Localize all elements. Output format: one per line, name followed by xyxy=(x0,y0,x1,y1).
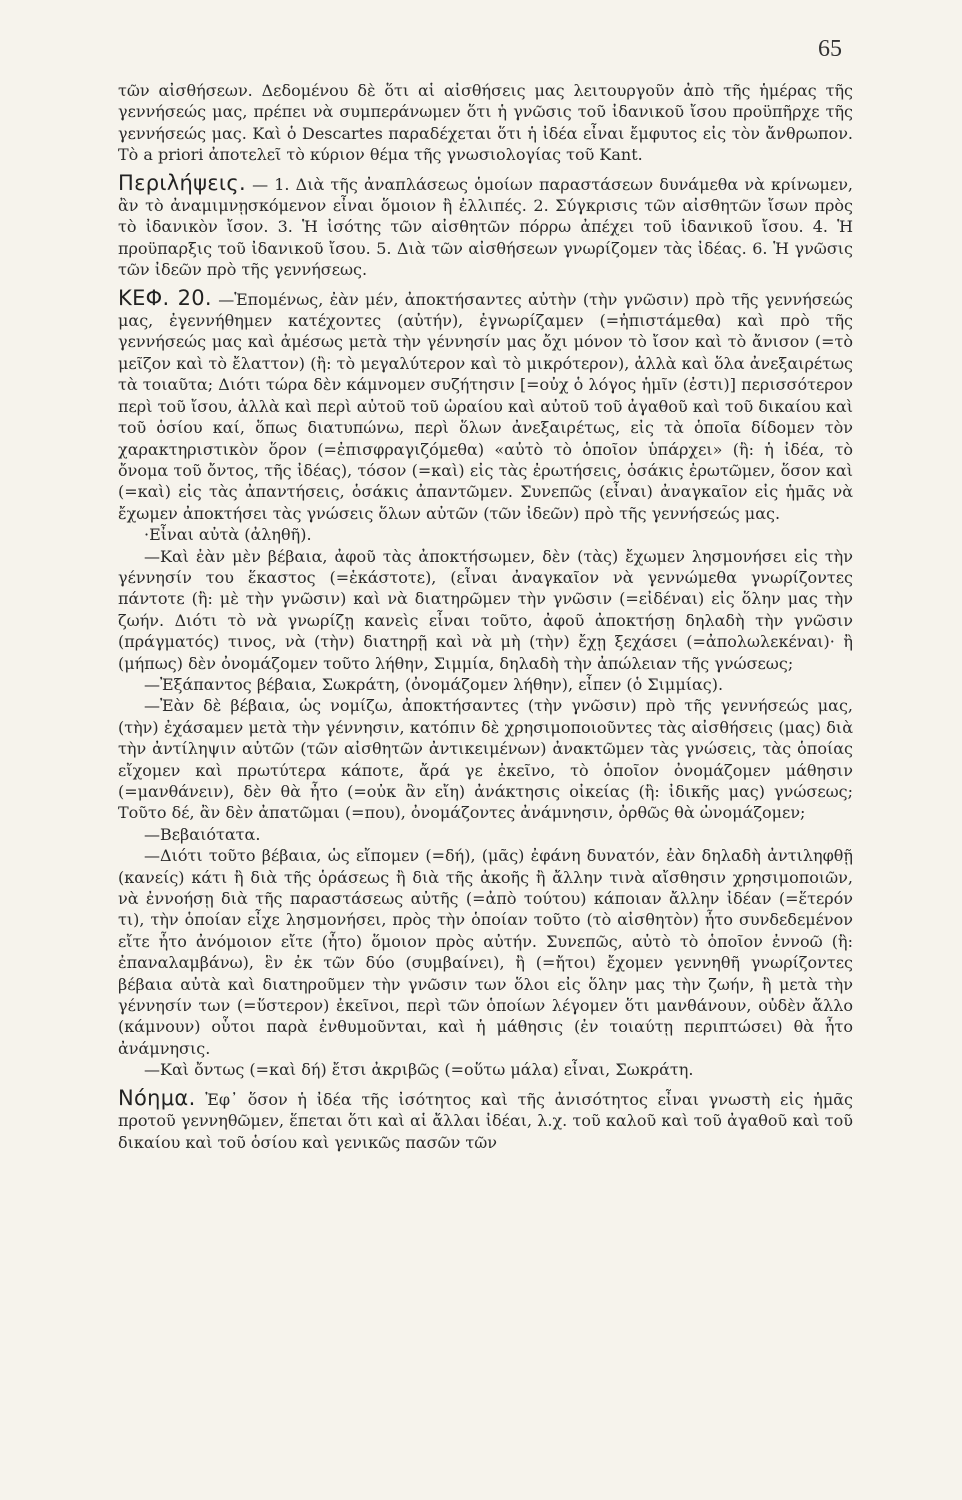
meaning-heading: Νόημα. xyxy=(118,1085,196,1110)
paragraph-1: τῶν αἰσθήσεων. Δεδομένου δὲ ὅτι αἱ αἰσθήσεις μας λειτουργοῦν ἀπὸ τῆς ἡμέρας τῆς γεννήσεώς μας, πρέπει νὰ συμπεράνωμεν ὅτι ἡ γνῶσις τοῦ ἰδανικοῦ ἴσου προϋπῆρχε τῆς γεννήσεώς μας. Καὶ ὁ Descartes παραδέχεται ὅτι ἡ ἰδέα εἶναι ἔμφυτος εἰς τὸν ἄνθρωπον. Τὸ a priori ἀποτελεῖ τὸ κύριον θέμα τῆς γνωσιολογίας τοῦ Kant. xyxy=(118,81,853,165)
paragraph-socrates-1: —Καὶ ἐὰν μὲν βέβαια, ἀφοῦ τὰς ἀποκτήσωμεν, δὲν (τὰς) ἔχωμεν λησμονήσει εἰς τὴν γέννησίν του ἕκαστος (=ἑκάστοτε), (εἶναι ἀναγκαῖον νὰ γεννώμεθα γνωρίζοντες πάντοτε (ἢ: μὲ τὴν γνῶσιν) καὶ νὰ διατηρῶμεν τὴν γνῶσιν (=εἰδέναι) εἰς ὅλην μας τὴν ζωήν. Διότι τὸ νὰ γνωρίζῃ κανεὶς εἶναι τοῦτο, ἀφοῦ ἀποκτήσῃ δηλαδὴ τὴν γνῶσιν (πράγματός) τινος, νὰ (τὴν) διατηρῇ καὶ νὰ μὴ (τὴν) ἔχῃ ξεχάσει (=ἀπολωλεκέναι)· ἢ (μήπως) δὲν ὀνομάζομεν τοῦτο λήθην, Σιμμία, δηλαδὴ τὴν ἀπώλειαν τῆς γνώσεως; xyxy=(118,546,853,673)
paragraph-reply-3: —Βεβαιότατα. xyxy=(144,824,261,844)
meaning-text: Ἐφ᾽ ὅσον ἡ ἰδέα τῆς ἰσότητος καὶ τῆς ἀνισότητος εἶναι γνωστὴ εἰς ἡμᾶς προτοῦ γεννηθῶμεν, ἕπεται ὅτι καὶ αἱ ἄλλαι ἰδέαι, λ.χ. τοῦ καλοῦ καὶ τοῦ ἀγαθοῦ καὶ τοῦ δικαίου καὶ τοῦ ὁσίου καὶ γενικῶς πασῶν τῶν xyxy=(118,1089,853,1152)
main-text xyxy=(118,80,853,1153)
page-number: 65 xyxy=(818,36,842,62)
chapter-heading: ΚΕΦ. 20. xyxy=(118,285,212,310)
paragraph-socrates-3: —Διότι τοῦτο βέβαια, ὡς εἴπομεν (=δή), (μᾶς) ἐφάνη δυνατόν, ἐὰν δηλαδὴ ἀντιληφθῇ (κανείς) κάτι ἢ διὰ τῆς ὁράσεως ἢ διὰ τῆς ἀκοῆς ἢ ἄλλην τινὰ αἴσθησιν χρησιμοποιῶν, νὰ ἐννοήσῃ διὰ τῆς παραστάσεως αὐτῆς (=ἀπὸ τούτου) κάποιαν ἄλλην ἰδέαν (=ἕτερόν τι), τὴν ὁποίαν εἶχε λησμονήσει, πρὸς τὴν ὁποίαν τοῦτο (τὸ αἰσθητὸν) ἦτο συνδεδεμένον εἴτε ἦτο ἀνόμοιον εἴτε (ἦτο) ὅμοιον πρὸς αὐτήν. Συνεπῶς, αὐτὸ τὸ ὁποῖον ἐννοῶ (ἢ: ἐπαναλαμβάνω), ἓν ἐκ τῶν δύο (συμβαίνει), ἢ (=ἤτοι) ἔχομεν γεννηθῆ γνωρίζοντες βέβαια αὐτὰ καὶ διατηροῦμεν τὴν γνῶσιν των ὅλοι εἰς ὅλην μας τὴν ζωήν, ἢ μετὰ τὴν γέννησίν των (=ὕστερον) ἐκεῖνοι, περὶ τῶν ὁποίων λέγομεν ὅτι μανθάνουν, οὐδὲν ἄλλο (κάμνουν) οὗτοι παρὰ ἐνθυμοῦνται, καὶ ἡ μάθησις (ἐν τοιαύτῃ περιπτώσει) θὰ ἦτο ἀνάμνησις. xyxy=(118,846,853,1058)
paragraph-reply-4: —Καὶ ὄντως (=καὶ δή) ἔτσι ἀκριβῶς (=οὕτω μάλα) εἶναι, Σωκράτη. xyxy=(144,1060,694,1080)
paragraph-reply-1: ·Εἶναι αὐτὰ (ἀληθῆ). xyxy=(144,525,312,545)
chapter-text: —Ἑπομένως, ἐὰν μέν, ἀποκτήσαντες αὐτὴν (τὴν γνῶσιν) πρὸ τῆς γεννήσεώς μας, ἐγεννήθημεν κατέχοντες (αὐτήν), ἐγνωρίζαμεν (=ἠπιστάμεθα) καὶ πρὸ τῆς γεννήσεώς μας καὶ ἀμέσως μετὰ τὴν γέννησίν μας ὄχι μόνον τὸ ἴσον καὶ τὸ ἄνισον (=τὸ μεῖζον καὶ τὸ ἔλαττον) (ἢ: τὸ μεγαλύτερον καὶ τὸ μικρότερον), ἀλλὰ καὶ ὅλα ἀνεξαιρέτως τὰ τοιαῦτα; Διότι τώρα δὲν κάμνομεν συζήτησιν [=οὐχ ὁ λόγος ἡμῖν (ἐστι)] περισσότερον περὶ τοῦ ἴσου, ἀλλὰ καὶ περὶ αὐτοῦ τοῦ ὡραίου καὶ αὐτοῦ τοῦ ἀγαθοῦ καὶ τοῦ δικαίου καὶ τοῦ ὁσίου καί, ὅπως διατυπώνω, περὶ ὅλων ἀνεξαιρέτως, εἰς τὰ ὁποῖα δίδομεν τὸν χαρακτηριστικὸν ὅρον (=ἐπισφραγιζόμεθα) «αὐτὸ τὸ ὁποῖον ὑπάρχει» (ἢ: ἡ ἰδέα, τὸ ὄνομα τοῦ ὄντος, τῆς ἰδέας), τόσον (=καὶ) εἰς τὰς ἐρωτήσεις, ὁσάκις ἐρωτῶμεν, ὅσον καὶ (=καὶ) εἰς τὰς ἀπαντήσεις, ὁσάκις ἀπαντῶμεν. Συνεπῶς (εἶναι) ἀναγκαῖον εἰς ἡμᾶς νὰ ἔχωμεν ἀποκτήσει τὰς γνώσεις ὅλων αὐτῶν (τῶν ἰδεῶν) πρὸ τῆς γεννήσεώς μας. xyxy=(118,289,853,523)
paragraph-summaries xyxy=(118,170,854,281)
paragraph-chapter-20 xyxy=(118,285,853,524)
paragraph-socrates-2: —Ἐὰν δὲ βέβαια, ὡς νομίζω, ἀποκτήσαντες (τὴν γνῶσιν) πρὸ τῆς γεννήσεώς μας, (τὴν) ἐχάσαμεν μετὰ τὴν γέννησιν, κατόπιν δὲ χρησιμοποιοῦντες τὰς αἰσθήσεις (μας) διὰ τὴν ἀντίληψιν αὐτῶν (τῶν αἰσθητῶν ἀντικειμένων) ἀνακτῶμεν τὰς γνώσεις, τὰς ὁποίας εἴχομεν καὶ πρωτύτερα κάποτε, ἄρά γε ἐκεῖνο, τὸ ὁποῖον ὀνομάζομεν μάθησιν (=μανθάνειν), δὲν θὰ ἦτο (=οὐκ ἂν εἴη) ἀνάκτησις οἰκείας (ἢ: ἰδικῆς μας) γνώσεως; Τοῦτο δέ, ἂν δὲν ἀπατῶμαι (=που), ὀνομάζοντες ἀνάμνησιν, ὀρθῶς θὰ ὠνομάζομεν; xyxy=(118,696,853,823)
summaries-text: — 1. Διὰ τῆς ἀναπλάσεως ὁμοίων παραστάσεων δυνάμεθα νὰ κρίνωμεν, ἂν τὸ ἀναμιμνῃσκόμενον εἶναι ὅμοιον ἢ ἐλλιπές. 2. Σύγκρισις τῶν αἰσθητῶν ἴσων πρὸς τὸ ἰδανικὸν ἴσον. 3. Ἡ ἰσότης τῶν αἰσθητῶν πόρρω ἀπέχει τοῦ ἰδανικοῦ ἴσου. 4. Ἡ προϋπαρξις τοῦ ἰδανικοῦ ἴσου. 5. Διὰ τῶν αἰσθήσεων γνωρίζομεν τὰς ἰδέας. 6. Ἡ γνῶσις τῶν ἰδεῶν πρὸ τῆς γεννήσεως. xyxy=(118,174,854,280)
paragraph-reply-2: —Ἐξάπαντος βέβαια, Σωκράτη, (ὀνομάζομεν λήθην), εἶπεν (ὁ Σιμμίας). xyxy=(144,674,724,694)
paragraph-meaning xyxy=(118,1085,853,1153)
summaries-heading: Περιλήψεις. xyxy=(118,170,246,195)
